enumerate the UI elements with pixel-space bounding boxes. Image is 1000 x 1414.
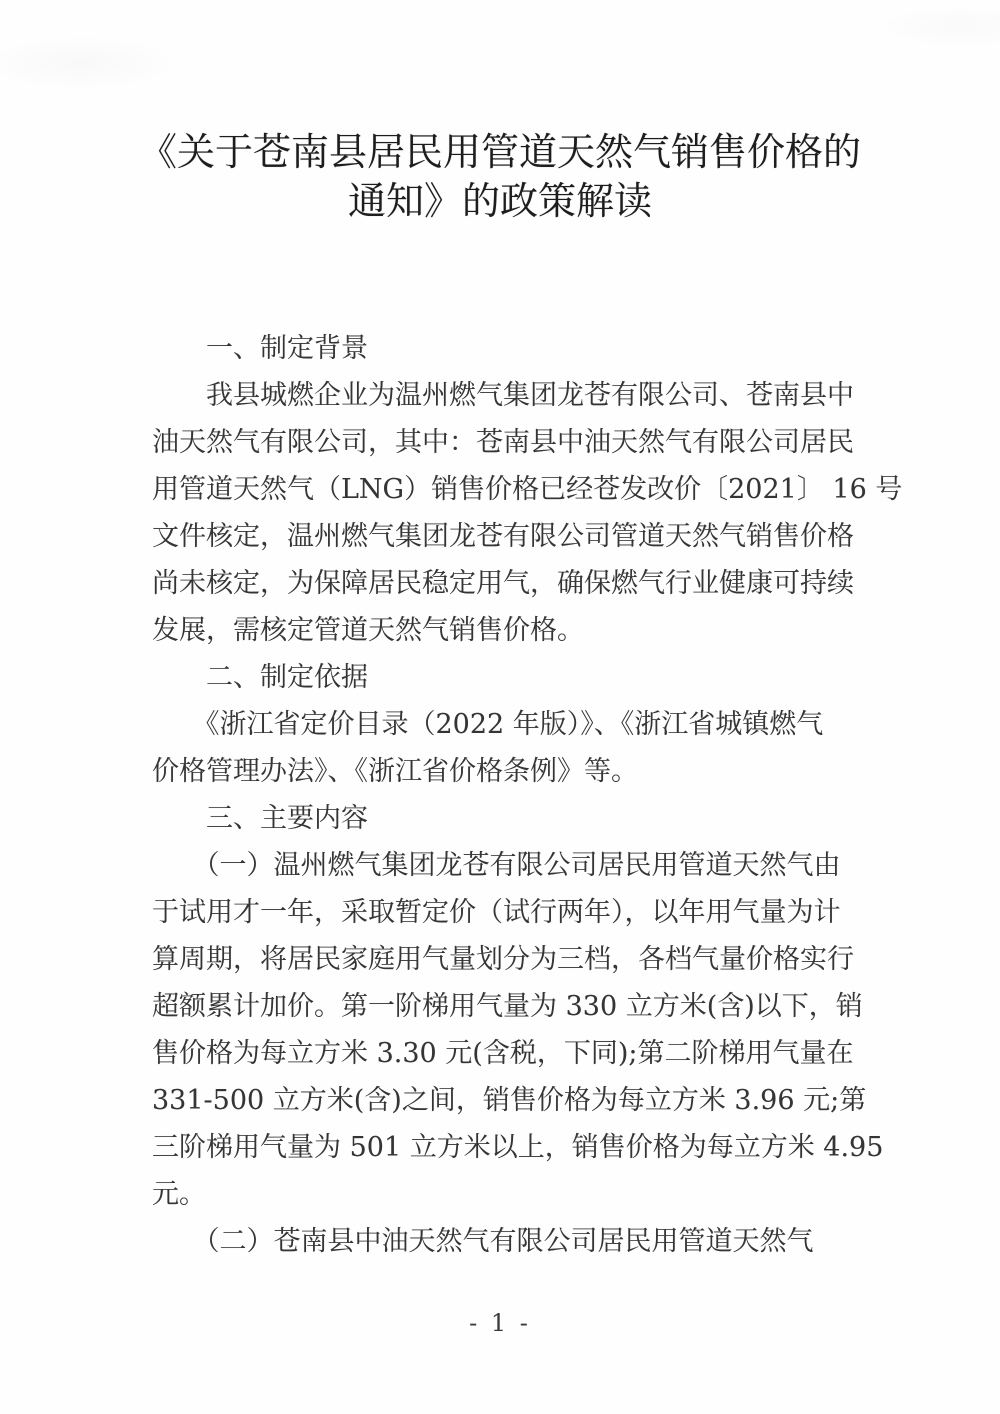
text-line: 文件核定，温州燃气集团龙苍有限公司管道天然气销售价格	[152, 521, 854, 552]
text-line: 油天然气有限公司，其中：苍南县中油天然气有限公司居民	[152, 427, 854, 458]
text-line: 尚未核定，为保障居民稳定用气，确保燃气行业健康可持续	[152, 568, 854, 599]
text-line: 价格管理办法》、《浙江省价格条例》等。	[152, 756, 638, 787]
text-line: 发展，需核定管道天然气销售价格。	[152, 615, 584, 646]
text-line: 元。	[152, 1179, 206, 1210]
text-line: 于试用才一年，采取暂定价（试行两年），以年用气量为计	[152, 897, 841, 928]
text-line: 三阶梯用气量为 501 立方米以上，销售价格为每立方米 4.95	[152, 1132, 884, 1163]
text-line: 售价格为每立方米 3.30 元(含税，下同);第二阶梯用气量在	[152, 1038, 854, 1069]
text-line: 算周期，将居民家庭用气量划分为三档，各档气量价格实行	[152, 944, 854, 975]
page-number: - 1 -	[469, 1309, 531, 1337]
scan-noise-texture	[0, 0, 1000, 90]
text-line: 二、制定依据	[152, 662, 368, 693]
text-line: 超额累计加价。第一阶梯用气量为 330 立方米(含)以下，销	[152, 991, 863, 1022]
text-line: 一、制定背景	[152, 333, 368, 364]
text-line: 用管道天然气（LNG）销售价格已经苍发改价〔2021〕 16 号	[152, 474, 903, 505]
document-title-line-2: 通知》的政策解读	[347, 179, 652, 223]
text-line: 《浙江省定价目录（2022 年版）》、《浙江省城镇燃气	[152, 709, 824, 740]
text-line: 三、主要内容	[152, 803, 368, 834]
text-line: 331-500 立方米(含)之间，销售价格为每立方米 3.96 元;第	[152, 1085, 867, 1116]
document-title-line-1: 《关于苍南县居民用管道天然气销售价格的	[138, 130, 861, 174]
document-body	[152, 325, 903, 1265]
text-line: （二）苍南县中油天然气有限公司居民用管道天然气	[152, 1226, 814, 1257]
document-title	[0, 128, 1000, 226]
text-line: （一）温州燃气集团龙苍有限公司居民用管道天然气由	[152, 850, 841, 881]
text-line: 我县城燃企业为温州燃气集团龙苍有限公司、苍南县中	[152, 380, 854, 411]
